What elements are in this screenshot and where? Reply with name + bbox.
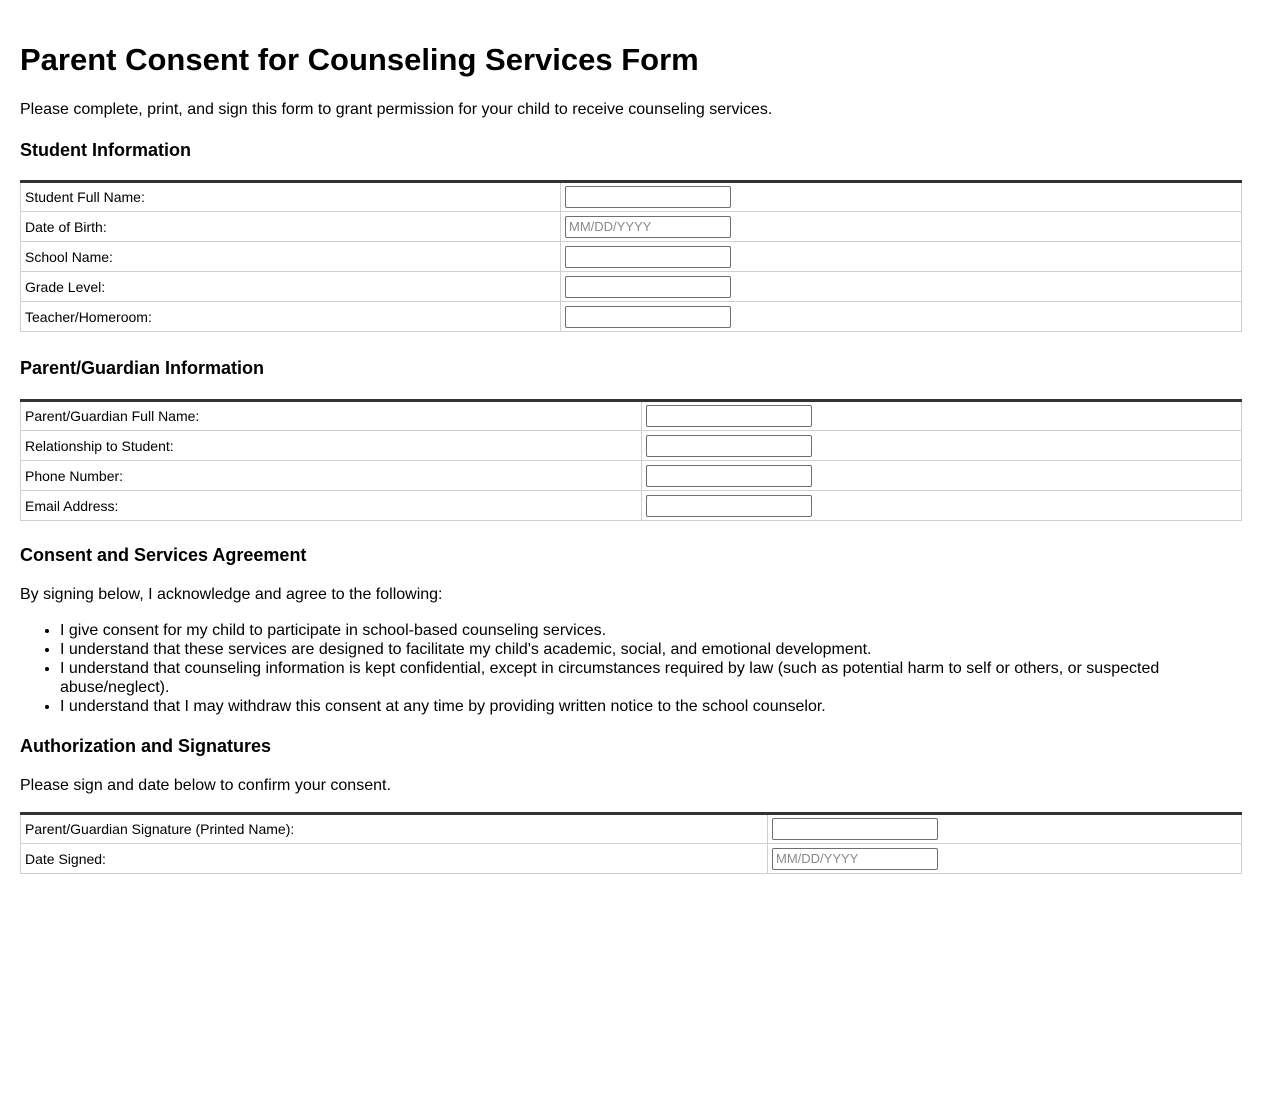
field-cell bbox=[561, 302, 1242, 332]
intro-text: Please complete, print, and sign this form to grant permission for your child to receive counseling services. bbox=[20, 101, 773, 118]
signature-section-heading: Authorization and Signatures bbox=[20, 736, 272, 756]
field-label: Date of Birth: bbox=[21, 212, 561, 242]
field-label: Student Full Name: bbox=[21, 182, 561, 212]
consent-section-heading: Consent and Services Agreement bbox=[20, 545, 307, 565]
field-cell bbox=[642, 461, 1242, 491]
field-label: Relationship to Student: bbox=[21, 431, 642, 461]
table-row bbox=[21, 242, 1242, 272]
email-address-input[interactable] bbox=[646, 495, 812, 517]
student-info-table bbox=[20, 180, 1242, 332]
list-item: • I give consent for my child to participate in school-based counseling services. bbox=[60, 621, 1242, 640]
student-section-heading: Student Information bbox=[20, 140, 191, 160]
field-cell bbox=[561, 212, 1242, 242]
field-cell bbox=[768, 844, 1242, 874]
teacher-homeroom-input[interactable] bbox=[565, 306, 731, 328]
field-cell bbox=[561, 242, 1242, 272]
parent-section-heading: Parent/Guardian Information bbox=[20, 358, 265, 378]
field-label: Parent/Guardian Full Name: bbox=[21, 401, 642, 431]
student-full-name-input[interactable] bbox=[565, 186, 731, 208]
parent-info-table bbox=[20, 399, 1242, 521]
table-row bbox=[21, 491, 1242, 521]
field-cell bbox=[642, 431, 1242, 461]
field-label: Phone Number: bbox=[21, 461, 642, 491]
signature-lead-text: Please sign and date below to confirm your consent. bbox=[20, 777, 391, 794]
field-cell bbox=[561, 272, 1242, 302]
field-cell bbox=[642, 491, 1242, 521]
field-cell bbox=[642, 401, 1242, 431]
table-row bbox=[21, 212, 1242, 242]
relationship-input[interactable] bbox=[646, 435, 812, 457]
table-row bbox=[21, 461, 1242, 491]
table-row bbox=[21, 431, 1242, 461]
list-item: • I understand that I may withdraw this consent at any time by providing written notice to the school counselor. bbox=[60, 697, 1242, 716]
table-row bbox=[21, 272, 1242, 302]
list-item: • I understand that these services are designed to facilitate my child's academic, social, and emotional development. bbox=[60, 640, 1242, 659]
table-row bbox=[21, 401, 1242, 431]
field-label: Parent/Guardian Signature (Printed Name): bbox=[21, 814, 768, 844]
table-row bbox=[21, 844, 1242, 874]
date-of-birth-input[interactable] bbox=[565, 216, 731, 238]
table-row bbox=[21, 182, 1242, 212]
date-signed-input[interactable] bbox=[772, 848, 938, 870]
page-title: Parent Consent for Counseling Services Form bbox=[20, 42, 699, 77]
signature-printed-name-input[interactable] bbox=[772, 818, 938, 840]
signature-table bbox=[20, 812, 1242, 874]
consent-list bbox=[20, 621, 1242, 716]
field-label: Email Address: bbox=[21, 491, 642, 521]
field-label: Teacher/Homeroom: bbox=[21, 302, 561, 332]
field-label: School Name: bbox=[21, 242, 561, 272]
field-cell bbox=[561, 182, 1242, 212]
phone-number-input[interactable] bbox=[646, 465, 812, 487]
table-row bbox=[21, 814, 1242, 844]
parent-full-name-input[interactable] bbox=[646, 405, 812, 427]
field-label: Date Signed: bbox=[21, 844, 768, 874]
field-label: Grade Level: bbox=[21, 272, 561, 302]
school-name-input[interactable] bbox=[565, 246, 731, 268]
grade-level-input[interactable] bbox=[565, 276, 731, 298]
consent-lead-text: By signing below, I acknowledge and agree to the following: bbox=[20, 586, 443, 603]
field-cell bbox=[768, 814, 1242, 844]
table-row bbox=[21, 302, 1242, 332]
list-item: • I understand that counseling information is kept confidential, except in circumstances required by law (such as potential harm to self or others, or suspected abuse/neglect). bbox=[60, 659, 1242, 697]
